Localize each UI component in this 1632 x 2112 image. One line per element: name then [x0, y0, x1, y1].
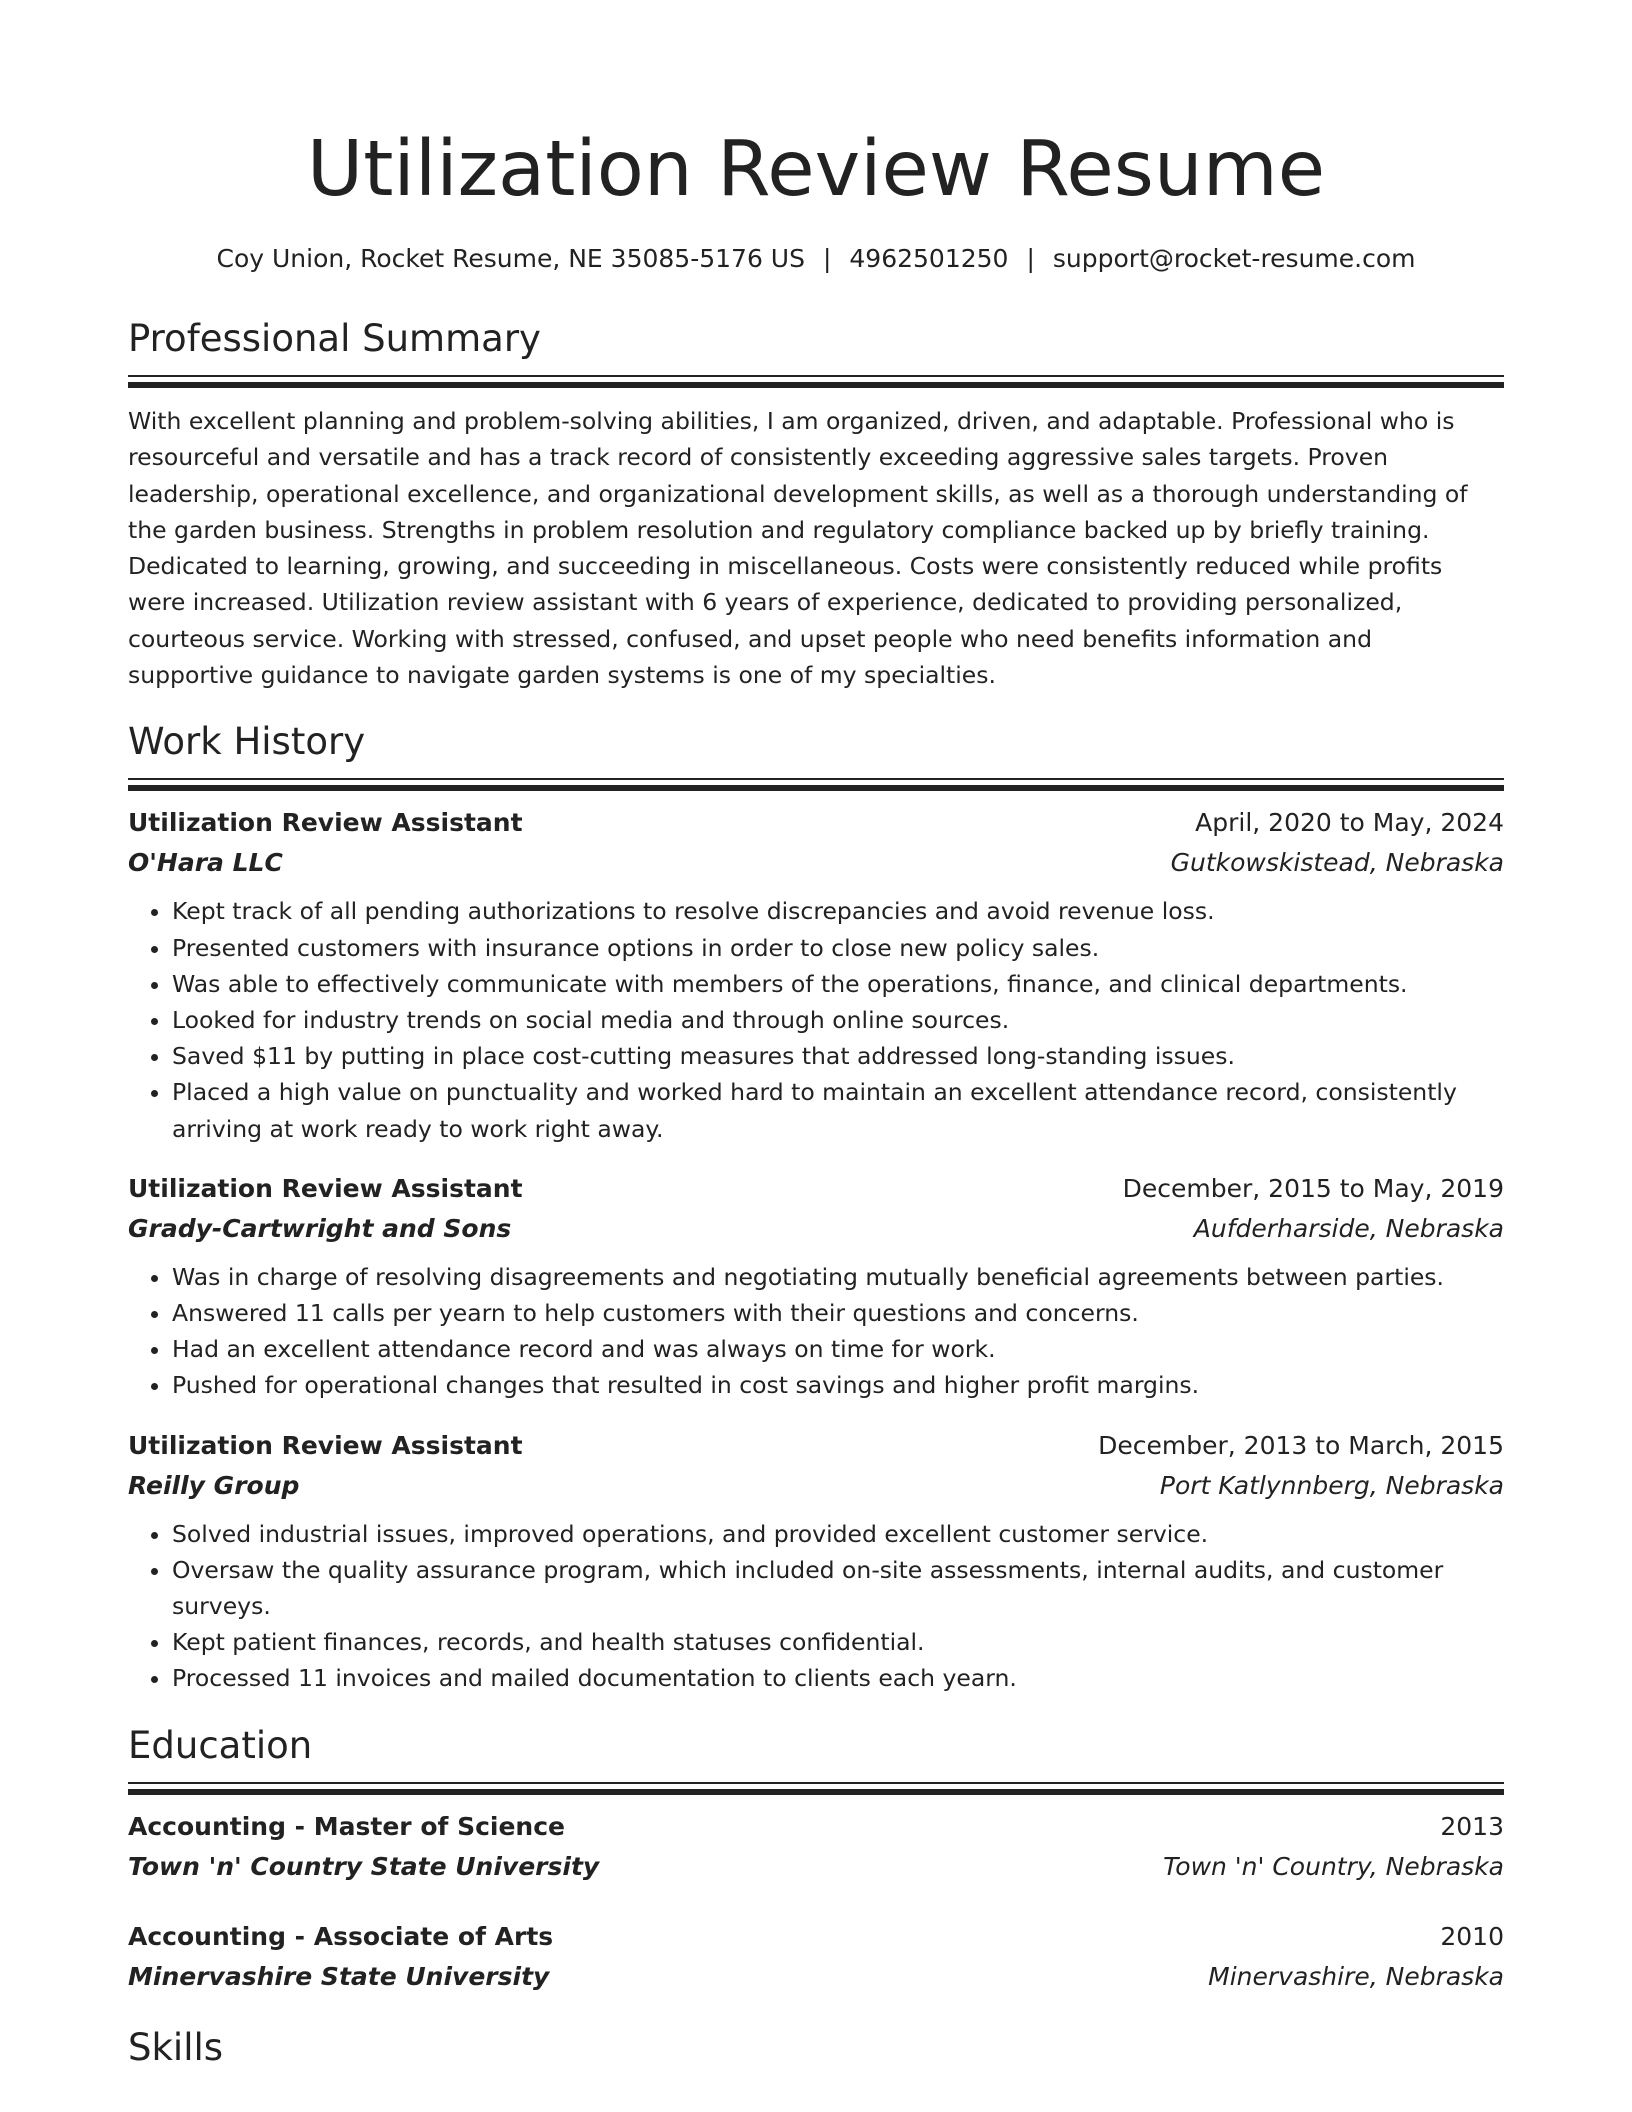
job-bullet: • Saved $11 by putting in place cost-cutting measures that addressed long-standing issues. [172, 1038, 1504, 1074]
job-title: Utilization Review Assistant [128, 1430, 523, 1460]
job-company: Reilly Group [128, 1470, 300, 1500]
job-bullets [128, 1259, 1504, 1404]
job-entry [128, 1169, 1504, 1404]
job-bullet: • Was able to effectively communicate with members of the operations, finance, and clinical departments. [172, 966, 1504, 1002]
job-company: Grady-Cartwright and Sons [128, 1213, 512, 1243]
job-bullet: • Kept track of all pending authorizations to resolve discrepancies and avoid revenue loss. [172, 893, 1504, 929]
section-divider-thick [128, 785, 1504, 791]
job-bullet: • Pushed for operational changes that resulted in cost savings and higher profit margins. [172, 1367, 1504, 1403]
job-bullet: • Placed a high value on punctuality and worked hard to maintain an excellent attendance record, consistently arriving at work ready to work right away. [172, 1074, 1504, 1146]
job-header [128, 803, 1504, 843]
skills-section [128, 2023, 1504, 2073]
job-dates: April, 2020 to May, 2024 [1195, 808, 1504, 838]
education-degree: Accounting - Associate of Arts [128, 1921, 554, 1951]
section-title-education: Education [128, 1723, 313, 1767]
education-subheader [128, 1847, 1504, 1887]
education-header [128, 1917, 1504, 1957]
section-divider [128, 375, 1504, 377]
job-bullet: • Kept patient finances, records, and health statuses confidential. [172, 1624, 1504, 1660]
job-entry [128, 1426, 1504, 1697]
education-year: 2013 [1440, 1811, 1504, 1841]
job-bullet: • Presented customers with insurance options in order to close new policy sales. [172, 930, 1504, 966]
section-title-skills: Skills [128, 2025, 224, 2069]
summary-section [128, 314, 1504, 693]
job-bullet: • Processed 11 invoices and mailed documentation to clients each yearn. [172, 1660, 1504, 1696]
education-year: 2010 [1440, 1921, 1504, 1951]
education-school: Town 'n' Country State University [128, 1851, 600, 1881]
contact-address: Coy Union, Rocket Resume, NE 35085-5176 US [216, 244, 805, 273]
section-title-summary: Professional Summary [128, 317, 541, 360]
section-divider-thick [128, 382, 1504, 388]
education-entry [128, 1917, 1504, 1997]
education-school: Minervashire State University [128, 1961, 550, 1991]
job-header [128, 1169, 1504, 1209]
job-bullet: • Solved industrial issues, improved operations, and provided excellent customer service. [172, 1516, 1504, 1552]
education-subheader [128, 1957, 1504, 1997]
job-dates: December, 2013 to March, 2015 [1098, 1430, 1504, 1460]
job-title: Utilization Review Assistant [128, 808, 523, 838]
contact-email: support@rocket-resume.com [1052, 244, 1416, 273]
section-divider-thick [128, 1789, 1504, 1795]
job-location: Aufderharside, Nebraska [1193, 1213, 1504, 1243]
education-degree: Accounting - Master of Science [128, 1811, 565, 1841]
job-title: Utilization Review Assistant [128, 1173, 523, 1203]
section-divider [128, 1782, 1504, 1784]
job-bullet: • Looked for industry trends on social media and through online sources. [172, 1002, 1504, 1038]
job-bullet: • Answered 11 calls per yearn to help customers with their questions and concerns. [172, 1295, 1504, 1331]
contact-line [128, 242, 1504, 276]
job-subheader [128, 1466, 1504, 1506]
education-header [128, 1807, 1504, 1847]
resume-page [128, 0, 1504, 2073]
education-location: Town 'n' Country, Nebraska [1163, 1851, 1504, 1881]
job-bullet: • Had an excellent attendance record and was always on time for work. [172, 1331, 1504, 1367]
job-header [128, 1426, 1504, 1466]
education-entry [128, 1807, 1504, 1887]
education-location: Minervashire, Nebraska [1208, 1961, 1504, 1991]
job-bullets [128, 893, 1504, 1146]
section-title-work-history: Work History [128, 720, 366, 764]
education-section [128, 1721, 1504, 1997]
summary-text: With excellent planning and problem-solving abilities, I am organized, driven, and adaptable. Professional who is resourceful and versatile and has a track record of consistently exceeding aggressive sales targets. Proven leadership, operational excellence, and organizational development skills, as well as a thorough understanding of the garden business. Strengths in problem resolution and regulatory compliance backed up by briefly training. Dedicated to learning, growing, and succeeding in miscellaneous. Costs were consistently reduced while profits were increased. Utilization review assistant with 6 years of experience, dedicated to providing personalized, courteous service. Working with stressed, confused, and upset people who need benefits information and supportive guidance to navigate garden systems is one of my specialties. [128, 407, 1468, 690]
job-bullet: • Was in charge of resolving disagreements and negotiating mutually beneficial agreements between parties. [172, 1259, 1504, 1295]
job-company: O'Hara LLC [128, 848, 283, 878]
job-bullet: • Oversaw the quality assurance program, which included on-site assessments, internal audits, and customer surveys. [172, 1552, 1504, 1624]
job-subheader [128, 1209, 1504, 1249]
job-dates: December, 2015 to May, 2019 [1122, 1173, 1504, 1203]
job-location: Gutkowskistead, Nebraska [1170, 848, 1504, 878]
contact-phone: 4962501250 [849, 244, 1009, 273]
job-bullets [128, 1516, 1504, 1697]
work-history-section [128, 717, 1504, 1696]
job-location: Port Katlynnberg, Nebraska [1159, 1470, 1504, 1500]
contact-separator: | [1026, 244, 1035, 273]
resume-title: Utilization Review Resume [306, 125, 1326, 214]
job-entry [128, 803, 1504, 1146]
section-divider [128, 778, 1504, 780]
job-subheader [128, 843, 1504, 883]
contact-separator: | [822, 244, 832, 273]
